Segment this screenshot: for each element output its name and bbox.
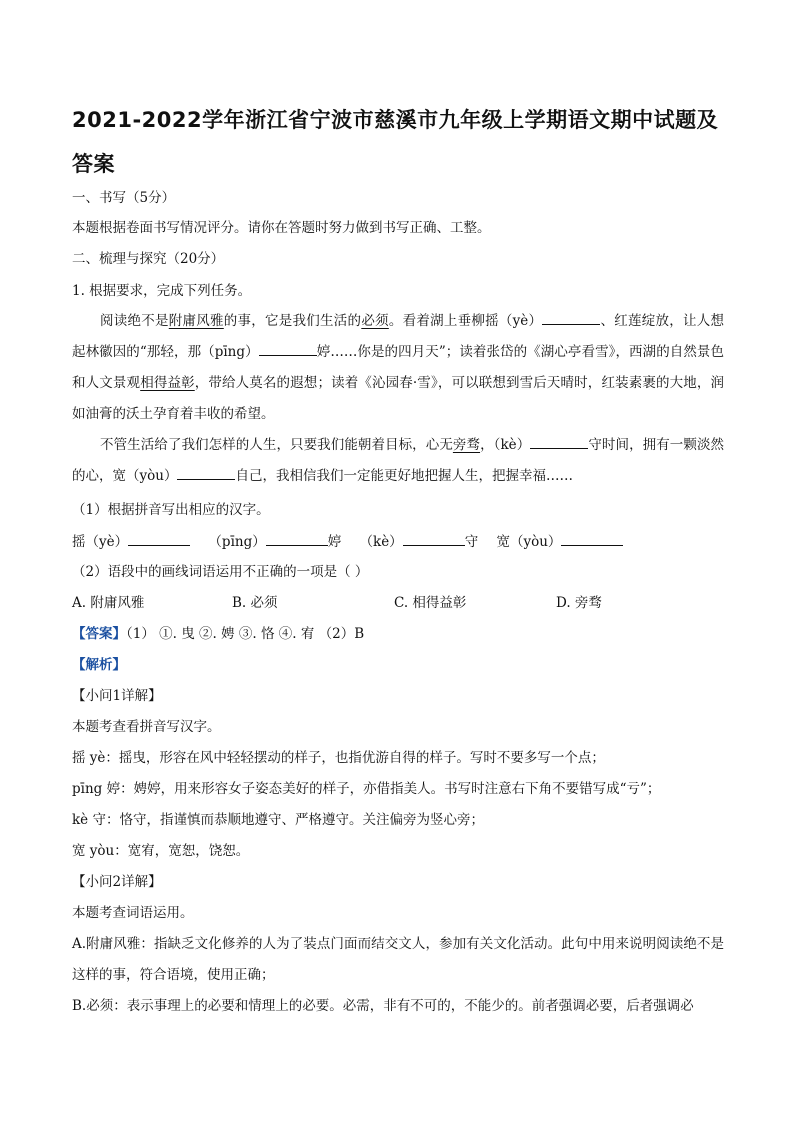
analysis-option-b: B.必须：表示事理上的必要和情理上的必要。必需，非有不可的，不能少的。前者强调必要，后者强调必 xyxy=(72,998,694,1014)
answer-blank xyxy=(561,531,623,546)
option-d: D. 旁骛 xyxy=(556,595,602,611)
sub-question-2: （2）语段中的画线词语运用不正确的一项是（ ） xyxy=(72,564,369,580)
analysis-sub1-intro: 本题考查看拼音写汉字。 xyxy=(72,719,221,735)
question-1: 1. 根据要求，完成下列任务。 xyxy=(72,283,252,299)
underlined-term: 相得益彰 xyxy=(140,375,195,391)
analysis-line-2: pīng 婷：娉婷，用来形容女子姿态美好的样子，亦借指美人。书写时注意右下角不要错写成“亏”； xyxy=(72,781,661,797)
analysis-line-1: 摇 yè：摇曳，形容在风中轻轻摆动的样子，也指优游自得的样子。写时不要多写一个点； xyxy=(72,750,605,766)
option-a: A. 附庸风雅 xyxy=(72,595,145,611)
analysis-label: 【解析】 xyxy=(72,657,126,673)
underlined-term: 必须 xyxy=(361,313,389,329)
answer-blank xyxy=(128,531,190,546)
answer-blank xyxy=(266,531,328,546)
answer-label: 【答案】 xyxy=(72,626,126,642)
analysis-sub2-heading: 【小问2详解】 xyxy=(72,874,162,890)
analysis-option-a: A.附庸风雅：指缺乏文化修养的人为了装点门面而结交文人，参加有关文化活动。此句中用来说明阅读绝不是这样的事，符合语境，使用正确； xyxy=(72,936,724,983)
passage-paragraph-1: 阅读绝不是附庸风雅的事，它是我们生活的必须。看着湖上垂柳摇（yè） 、红莲绽放，让人想起林徽因的“那轻，那（pīng） 婷……你是的四月天”；读着张岱的《湖心亭看雪》，西湖的自然景色和人文景观相得益彰，带给人莫名的遐想；读着《沁园春·雪》，可以联想到雪后天晴时，红装素裹的大地，润如油膏的沃土孕育着丰收的希望。 xyxy=(72,306,724,430)
analysis-sub2-intro: 本题考查词语运用。 xyxy=(72,905,194,921)
section-1-text: 本题根据卷面书写情况评分。请你在答题时努力做到书写正确、工整。 xyxy=(72,220,491,236)
options-row xyxy=(72,593,602,613)
answer-blank xyxy=(530,434,588,449)
answer-blank xyxy=(403,531,465,546)
page-title: 2021-2022学年浙江省宁波市慈溪市九年级上学期语文期中试题及答案 xyxy=(72,108,719,176)
answer-blank xyxy=(177,465,235,480)
option-b: B. 必须 xyxy=(232,595,278,611)
answer-blank xyxy=(542,310,600,325)
analysis-line-3: kè 守：恪守，指谨慎而恭顺地遵守、严格遵守。关注偏旁为竖心旁； xyxy=(72,812,484,828)
section-1-heading: 一、书写（5分） xyxy=(72,190,176,206)
analysis-sub1-heading: 【小问1详解】 xyxy=(72,688,162,704)
underlined-term: 旁骛 xyxy=(452,437,481,453)
option-c: C. 相得益彰 xyxy=(394,595,467,611)
fill-in-row: 摇（yè） （pīng） 婷 （kè） 守 宽（yòu） xyxy=(72,531,623,552)
answer-line xyxy=(72,624,364,644)
answer-text: （1） ①. 曳 ②. 娉 ③. 恪 ④. 宥 （2）B xyxy=(126,626,365,642)
section-2-heading: 二、梳理与探究（20分） xyxy=(72,251,225,267)
underlined-term: 附庸风雅 xyxy=(168,313,224,329)
answer-blank xyxy=(259,341,317,356)
analysis-line-4: 宽 yòu：宽宥，宽恕，饶恕。 xyxy=(72,843,250,859)
passage-paragraph-2: 不管生活给了我们怎样的人生，只要我们能朝着目标，心无旁骛，（kè） 守时间，拥有一颗淡然的心，宽（yòu） 自己，我相信我们一定能更好地把握人生，把握幸福…… xyxy=(72,430,724,492)
sub-question-1: （1）根据拼音写出相应的汉字。 xyxy=(72,502,270,518)
